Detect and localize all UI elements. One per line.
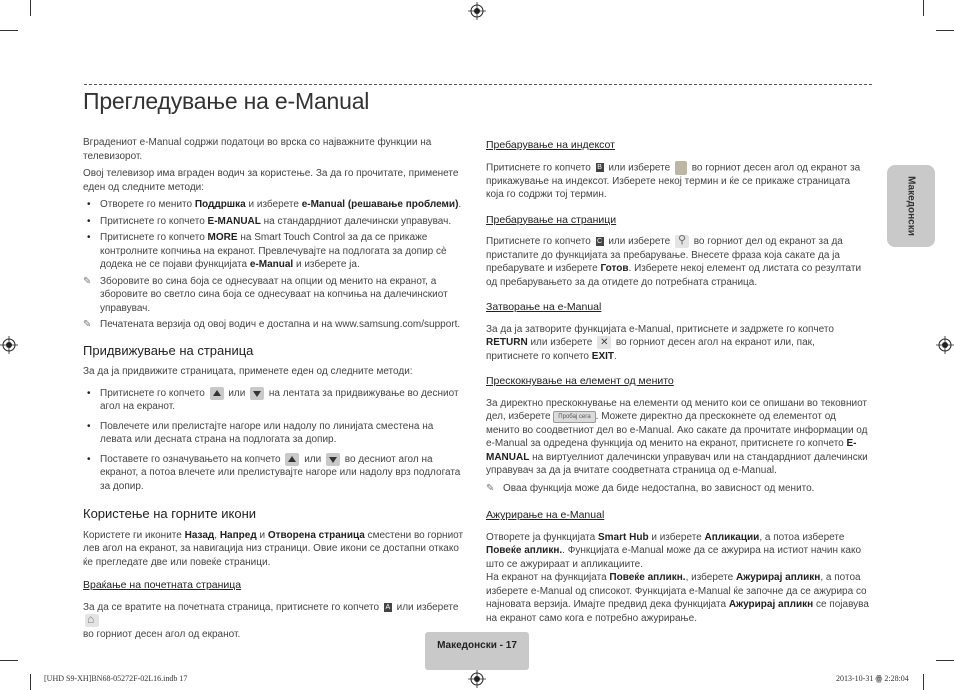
crop-mark bbox=[30, 674, 31, 690]
registration-mark-icon bbox=[0, 336, 18, 354]
print-slug-right: 2013-10-31 ꙮ 2:28:04 bbox=[836, 674, 909, 683]
subsection-heading: Пребарување на страници bbox=[486, 213, 617, 226]
section-paragraph: За да ја придвижите страницата, применете еден од следните методи: bbox=[83, 366, 413, 377]
pencil-icon: ✎ bbox=[83, 275, 92, 287]
b-button-icon: B bbox=[597, 164, 602, 171]
section-paragraph: Притиснете го копчето C или изберете ⚲ во горниот дел од екранот за да пристапите до функцијата за пребарување. Внесете фраза која сакате да ја пребарувате и изберете Готов. Изберете некој елемент од листата со резултати од пребарувањето за да отидете до потребната страница. bbox=[486, 235, 870, 289]
section-paragraph: На екранот на функцијата Повеќе апликн., изберете Ажурирај апликн, а потоа изберете e-Manual од списокот. Функцијата e-Manual ќе започне да се ажурира со најновата верзија. Имајте предвид дека функцијата Ажурирај апликн се појавува на екранот само кога е потребно ажурирање. bbox=[486, 572, 869, 624]
crop-mark bbox=[0, 660, 18, 661]
intro-paragraph: Вградениот e-Manual содржи податоци во врска со најважните функции на телевизорот. bbox=[83, 137, 432, 162]
move-list bbox=[83, 387, 466, 494]
section-paragraph: За да ја затворите функцијата e-Manual, притиснете и задржете го копчето RETURN или изберете ✕ во горниот десен агол на екранот или, пак, притиснете го копчето EXIT. bbox=[486, 323, 870, 364]
list-item: • Притиснете го копчето MORE на Smart Touch Control за да се прикаже контролните копчиња на екранот. Превлечувајте на подлогата за допир сè додека не се појави функцијата e-Manual и изберете ја. bbox=[83, 231, 466, 272]
registration-mark-icon bbox=[936, 336, 954, 354]
note: ✎ Печатената верзија од овој водич е достапна и на www.samsung.com/support. bbox=[83, 319, 461, 330]
close-icon bbox=[597, 336, 611, 349]
crop-mark bbox=[30, 0, 31, 16]
pencil-icon: ✎ bbox=[83, 319, 92, 330]
crop-mark bbox=[923, 674, 924, 690]
crop-mark bbox=[936, 30, 954, 31]
a-button-icon: A bbox=[385, 603, 391, 611]
intro-paragraph: Овој телевизор има вграден водич за користење. За да го прочитате, применете еден од следните методи: bbox=[83, 168, 459, 193]
right-column bbox=[486, 131, 870, 629]
print-slug-left: [UHD S9-XH]BN68-05272F-02L16.indb 17 bbox=[44, 674, 188, 683]
list-item: • Притиснете го копчето E-MANUAL на стандардниот далечински управувач. bbox=[83, 215, 466, 229]
page-title: Прегледување на е-Manual bbox=[83, 88, 370, 114]
home-icon bbox=[85, 614, 99, 627]
section-paragraph: За директно прескокнување на елементи од менито кои се опишани во тековниот дел, изберете Пробај сега . Можете директно да прескокнете од елементот од менито во соодветниот дел во e-Manual. Ако сакате да прочитате информации од e-Manual за одредена функција од менито на екранот, притиснете го копчето E-MANUAL на виртуелниот далечински управувач или на стандардниот далечински управувач за да ја вчитате соодветната страница од e-Manual. bbox=[486, 397, 868, 477]
subsection-heading: Враќање на почетната страница bbox=[83, 579, 242, 592]
section-heading: Користење на горните икони bbox=[83, 506, 257, 522]
up-arrow-icon bbox=[285, 453, 299, 466]
subsection-heading: Прескокнување на елемент од менито bbox=[486, 375, 674, 388]
try-now-button-icon: Пробај сега bbox=[553, 411, 595, 423]
subsection-heading: Затворање на e-Manual bbox=[486, 301, 602, 314]
page-number-label: Македонски - 17 bbox=[437, 640, 517, 651]
side-tab-label: Македонски bbox=[905, 176, 917, 236]
c-button-icon: C bbox=[597, 238, 603, 246]
down-arrow-icon bbox=[250, 387, 264, 400]
crop-mark bbox=[923, 0, 924, 16]
crop-mark bbox=[0, 30, 18, 31]
list-item: • Отворете го менито Поддршка и изберете e-Manual (решавање проблеми). bbox=[83, 198, 466, 212]
page-number-box bbox=[425, 632, 529, 670]
note: ✎ Зборовите во сина боја се однесуваат на опции од менито на екранот, а зборовите во светло сина боја се однесуваат на копчиња на далечинскиот управувач. bbox=[83, 275, 448, 314]
note: ✎ Оваа функција може да биде недостапна, во зависност од менито. bbox=[486, 482, 815, 494]
index-icon bbox=[675, 161, 687, 175]
section-heading: Придвижување на страница bbox=[83, 342, 254, 358]
section-paragraph: За да се вратите на почетната страница, притиснете го копчето A или изберете ⌂ во горниот десен агол од екранот. bbox=[83, 601, 466, 642]
down-arrow-icon bbox=[326, 453, 340, 466]
intro-list bbox=[83, 198, 466, 272]
section-paragraph: Притиснете го копчето B или изберете во горниот десен агол од екранот за прикажување на индексот. Изберете некој термин и ќе се прикаже страницата која го содржи тој термин. bbox=[486, 162, 861, 201]
language-side-tab bbox=[887, 165, 935, 247]
list-item: • Притиснете го копчето или на лентата за придвижување во десниот агол на екранот. bbox=[83, 387, 466, 414]
registration-mark-icon bbox=[468, 2, 486, 20]
registration-mark-icon bbox=[468, 670, 486, 688]
search-icon bbox=[675, 235, 689, 248]
subsection-heading: Пребарување на индексот bbox=[486, 139, 615, 151]
header-divider bbox=[84, 84, 872, 85]
pencil-icon: ✎ bbox=[486, 482, 495, 494]
up-arrow-icon bbox=[210, 387, 224, 400]
subsection-heading: Ажурирање на e-Manual bbox=[486, 509, 605, 522]
section-paragraph: Отворете ја функцијата Smart Hub и изберете Апликации, а потоа изберете Повеќе апликн.. Функцијата e-Manual може да се ажурира на истиот начин како што се ажурираат и апликациите. bbox=[486, 531, 862, 570]
crop-mark bbox=[936, 660, 954, 661]
left-column bbox=[83, 136, 466, 645]
list-item: • Повлечете или прелистајте нагоре или надолу по линијата сместена на левата или десната страна на подлогата за допир. bbox=[83, 420, 466, 447]
list-item: • Поставете го означувањето на копчето или во десниот агол на екранот, а потоа влечете или прелистувајте нагоре или надолу врз подлогата за допир. bbox=[83, 453, 466, 494]
section-paragraph: Користете ги иконите Назад, Напред и Отворена страница сместени во горниот лев агол на екранот, за навигација низ страници. Овие икони се достапни откако ќе прегледате две или повеќе страници. bbox=[83, 529, 464, 568]
